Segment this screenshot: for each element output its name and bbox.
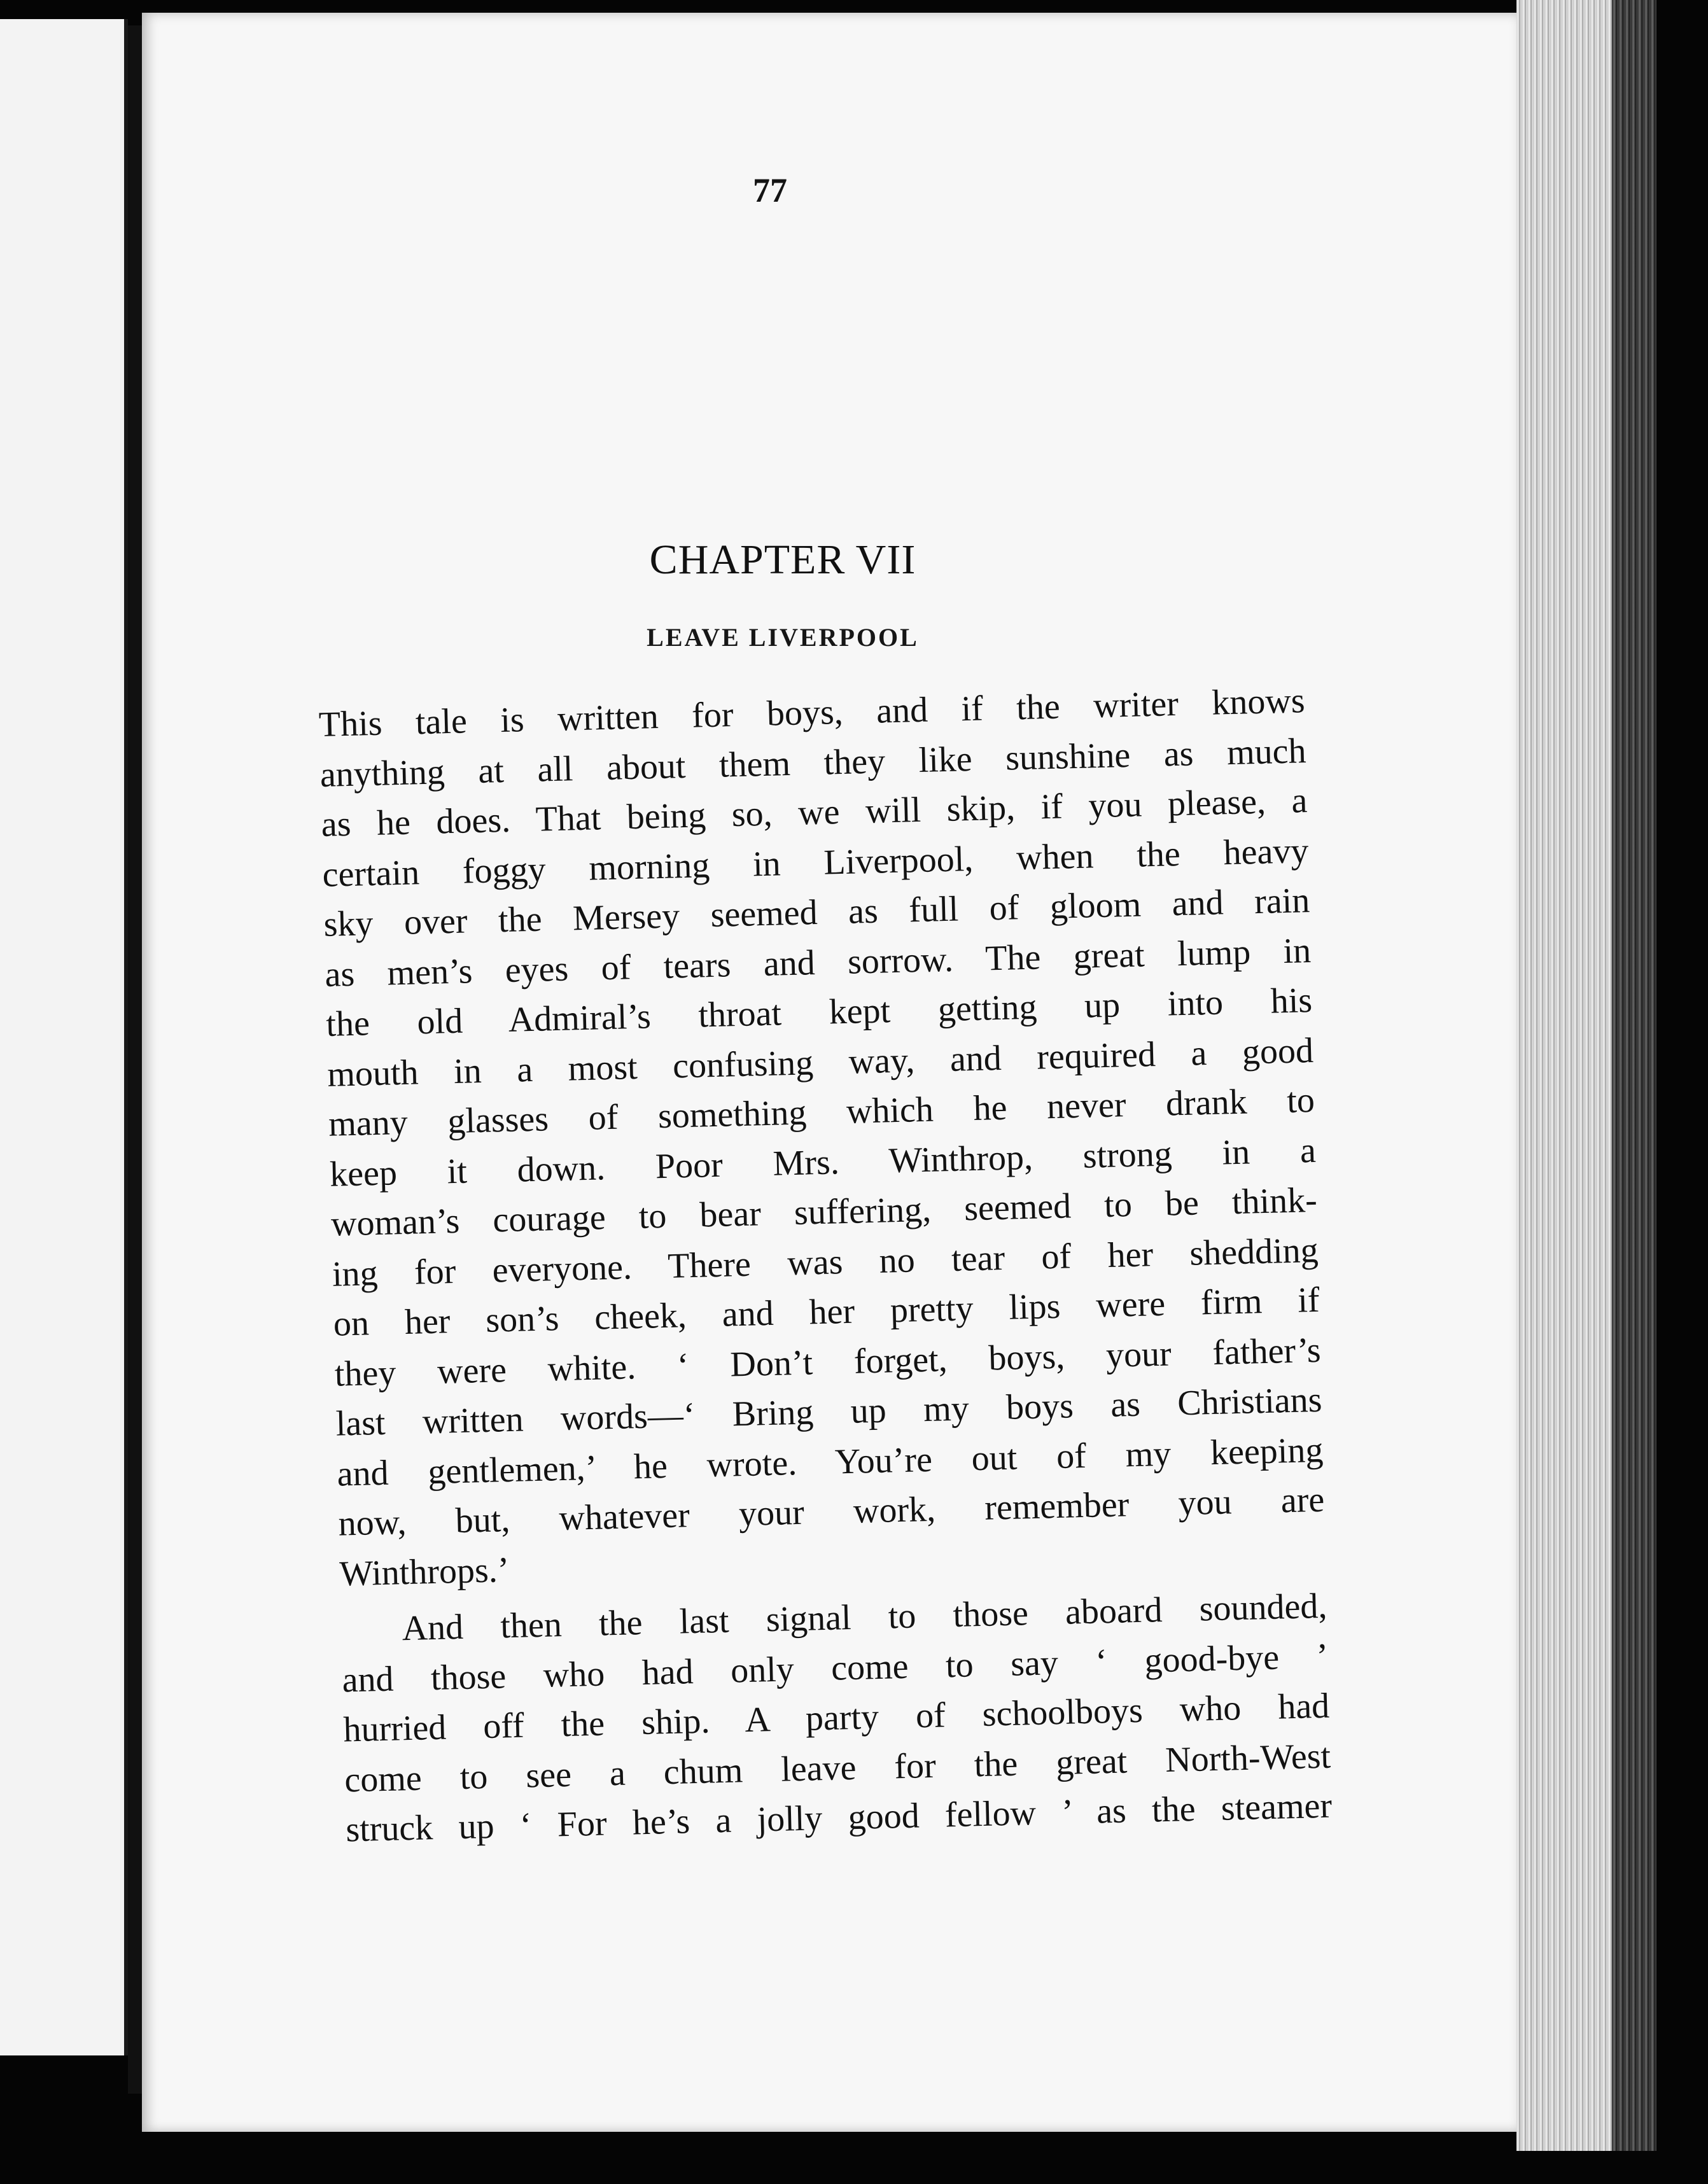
text-line: on her son’s cheek, and her pretty lips were firm if (333, 1280, 1320, 1344)
text-line: keep it down. Poor Mrs. Winthrop, strong in a (329, 1130, 1317, 1194)
text-line: certain foggy morning in Liverpool, when the heavy (321, 830, 1310, 895)
text-line: now, but, whatever your work, remember you are (337, 1480, 1325, 1544)
text-line: they were white. ‘ Don’t forget, boys, your father’s (334, 1330, 1322, 1394)
text-line: hurried off the ship. A party of schoolboys who had (342, 1686, 1330, 1750)
text-line: last written words—‘ Bring up my boys as Christians (335, 1380, 1323, 1444)
text-line: and gentlemen,’ he wrote. You’re out of my keeping (336, 1430, 1324, 1494)
page-edges-stack (1516, 0, 1656, 2151)
text-line: many glasses of something which he never drank to (328, 1080, 1315, 1144)
text-line: as men’s eyes of tears and sorrow. The great lump in (324, 930, 1312, 995)
text-line: anything at all about them they like sunshine as much (319, 731, 1307, 795)
text-line: ing for everyone. There was no tear of her shedding (332, 1230, 1319, 1294)
text-line: the old Admiral’s throat kept getting up into his (325, 980, 1313, 1044)
chapter-subtitle: LEAVE LIVERPOOL (647, 623, 919, 652)
page-number: 77 (753, 171, 787, 209)
text-line: as he does. That being so, we will skip, if you please, a (321, 781, 1308, 844)
paragraph-2 (340, 1581, 1333, 1855)
text-line: come to see a chum leave for the great North-West (344, 1736, 1331, 1800)
chapter-title: CHAPTER VII (649, 536, 916, 583)
text-line: This tale is written for boys, and if the writer knows (318, 681, 1306, 745)
left-page-edge (0, 19, 128, 2055)
text-line: Winthrops.’ (339, 1550, 510, 1594)
paragraph-1 (318, 676, 1326, 1599)
text-line: and those who had only come to say ‘ good-bye ’ (341, 1636, 1329, 1700)
text-line: And then the last signal to those aboard sounded, (401, 1586, 1328, 1649)
text-line: sky over the Mersey seemed as full of gloom and rain (323, 881, 1310, 944)
body-text (318, 676, 1333, 1855)
book-gutter (128, 25, 142, 2094)
text-line: struck up ‘ For he’s a jolly good fellow ’ as the steamer (345, 1786, 1333, 1850)
text-line: mouth in a most confusing way, and required a good (326, 1030, 1314, 1095)
text-line: woman’s courage to bear suffering, seemed to be think- (330, 1180, 1318, 1244)
